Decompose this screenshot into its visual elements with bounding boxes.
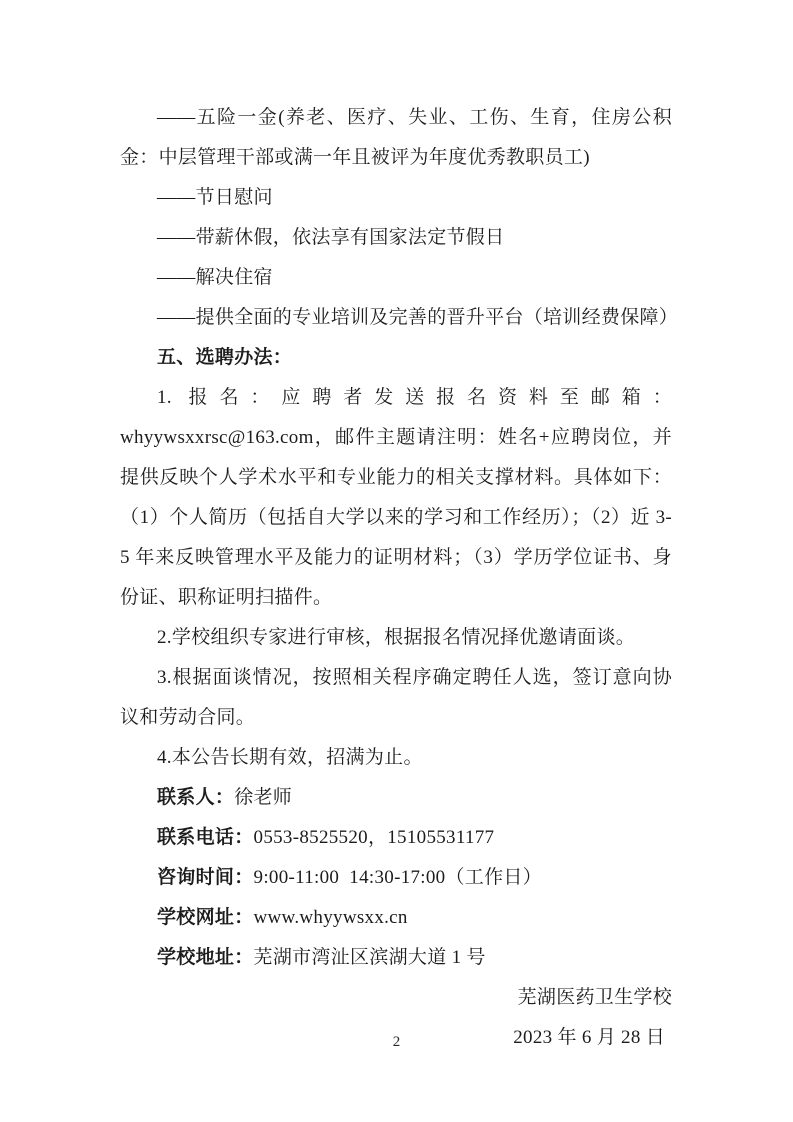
document-body <box>120 98 679 1058</box>
benefit-item: ——带薪休假，依法享有国家法定节假日 <box>157 227 505 248</box>
signature-organization: 芜湖医药卫生学校 <box>517 987 672 1008</box>
procedure-item: 3.根据面谈情况，按照相关程序确定聘任人选，签订意向协议和劳动合同。 <box>120 667 672 728</box>
school-website-label: 学校网址： <box>157 907 254 928</box>
contact-row <box>120 858 672 898</box>
school-address-value: 芜湖市湾沚区滨湖大道 1 号 <box>253 947 486 968</box>
page-number: 2 <box>392 1034 401 1050</box>
contact-row <box>120 818 672 858</box>
section-heading: 五、选聘办法： <box>157 347 293 368</box>
contact-person-label: 联系人： <box>157 787 235 808</box>
procedure-item: 4.本公告长期有效，招满为止。 <box>157 747 423 768</box>
school-website-value: www.whyywsxx.cn <box>253 907 408 928</box>
contact-row <box>120 778 672 818</box>
procedure-item: 2.学校组织专家进行审核，根据报名情况择优邀请面谈。 <box>157 627 636 648</box>
benefit-item: ——节日慰问 <box>157 187 273 208</box>
benefit-item: ——提供全面的专业培训及完善的晋升平台（培训经费保障） <box>157 307 679 328</box>
inquiry-hours-label: 咨询时间： <box>157 867 254 888</box>
school-address-label: 学校地址： <box>157 947 254 968</box>
inquiry-hours-value: 9:00-11:00 14:30-17:00（工作日） <box>253 867 542 888</box>
benefit-item: ——解决住宿 <box>157 267 273 288</box>
page-footer <box>0 1032 793 1052</box>
contact-person-value: 徐老师 <box>234 787 293 808</box>
benefit-item: ——五险一金(养老、医疗、失业、工伤、生育，住房公积金：中层管理干部或满一年且被评为年度优秀教职员工) <box>120 107 672 168</box>
contact-phone-value: 0553-8525520，15105531177 <box>253 827 495 848</box>
signature-date: 2023 年 6 月 28 日 <box>513 1027 665 1048</box>
contact-row <box>120 938 672 978</box>
contact-phone-label: 联系电话： <box>157 827 254 848</box>
procedure-item: 1. 报名：应聘者发送报名资料至邮箱：whyywsxxrsc@163.com，邮件主题请注明：姓名+应聘岗位，并提供反映个人学术水平和专业能力的相关支撑材料。具体如下：（1）个人简历（包括自大学以来的学习和工作经历）；（2）近 3-5 年来反映管理水平及能力的证明材料；（3）学历学位证书、身份证、职称证明扫描件。 <box>120 387 672 608</box>
contact-row <box>120 898 672 938</box>
